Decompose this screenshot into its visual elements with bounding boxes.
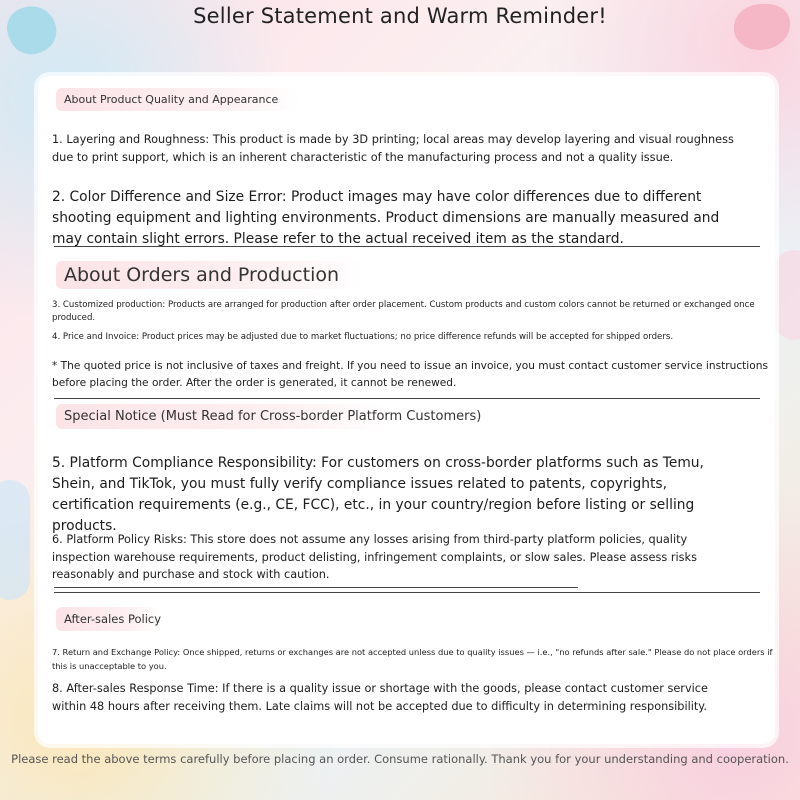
section-heading-quality: About Product Quality and Appearance bbox=[56, 88, 300, 111]
footer-note: Please read the above terms carefully before placing an order. Consume rationally. Thank you for your understanding and cooperation. bbox=[11, 752, 789, 766]
divider bbox=[54, 398, 760, 399]
paragraph-price-invoice: 4. Price and Invoice: Product prices may be adjusted due to market fluctuations; no price difference refunds will be accepted for shipped orders. bbox=[52, 332, 674, 342]
page-title: Seller Statement and Warm Reminder! bbox=[193, 4, 607, 28]
section-heading-special: Special Notice (Must Read for Cross-border Platform Customers) bbox=[56, 404, 390, 429]
section-heading-aftersales: After-sales Policy bbox=[56, 607, 162, 631]
paragraph-layering: 1. Layering and Roughness: This product is made by 3D printing; local areas may develop layering and visual roughness due to print support, which is an inherent characteristic of the manufacturing process and not a quality issue. bbox=[52, 133, 734, 164]
paragraph-response-time: 8. After-sales Response Time: If there is a quality issue or shortage with the goods, please contact customer service within 48 hours after receiving them. Late claims will not be accepted due to difficulty in determining responsibility. bbox=[52, 682, 708, 713]
paragraph-return-policy: 7. Return and Exchange Policy: Once shipped, returns or exchanges are not accepted unless due to quality issues — i.e., "no refunds after sale." Please do not place orders if this is unacceptable to you. bbox=[52, 647, 773, 671]
paragraph-platform-risks: 6. Platform Policy Risks: This store does not assume any losses arising from third-party platform policies, quality inspection warehouse requirements, product delisting, infringement complaints, or slow sales. Please assess risks reasonably and purchase and stock with caution. bbox=[52, 533, 697, 581]
section-heading-orders: About Orders and Production bbox=[56, 261, 362, 289]
divider bbox=[54, 587, 578, 588]
divider bbox=[54, 246, 760, 247]
paragraph-tax-note: * The quoted price is not inclusive of taxes and freight. If you need to issue an invoice, you must contact customer service instructions before placing the order. After the order is generated, it cannot be renewed. bbox=[52, 360, 768, 389]
decor-blob-left bbox=[0, 480, 30, 600]
divider bbox=[54, 592, 760, 593]
paragraph-customized-production: 3. Customized production: Products are arranged for production after order placement. Custom products and custom colors cannot be returned or exchanged once produced. bbox=[52, 300, 755, 323]
paragraph-platform-compliance: 5. Platform Compliance Responsibility: For customers on cross-border platforms such as Temu, Shein, and TikTok, you must fully verify compliance issues related to patents, copyrights, certification requirements (e.g., CE, FCC), etc., in your country/region before listing or selling products. bbox=[52, 455, 704, 534]
decor-blob-right bbox=[774, 250, 800, 340]
paragraph-color-difference: 2. Color Difference and Size Error: Product images may have color differences due to different shooting equipment and lighting environments. Product dimensions are manually measured and may contain slight errors. Please refer to the actual received item as the standard. bbox=[52, 189, 720, 247]
